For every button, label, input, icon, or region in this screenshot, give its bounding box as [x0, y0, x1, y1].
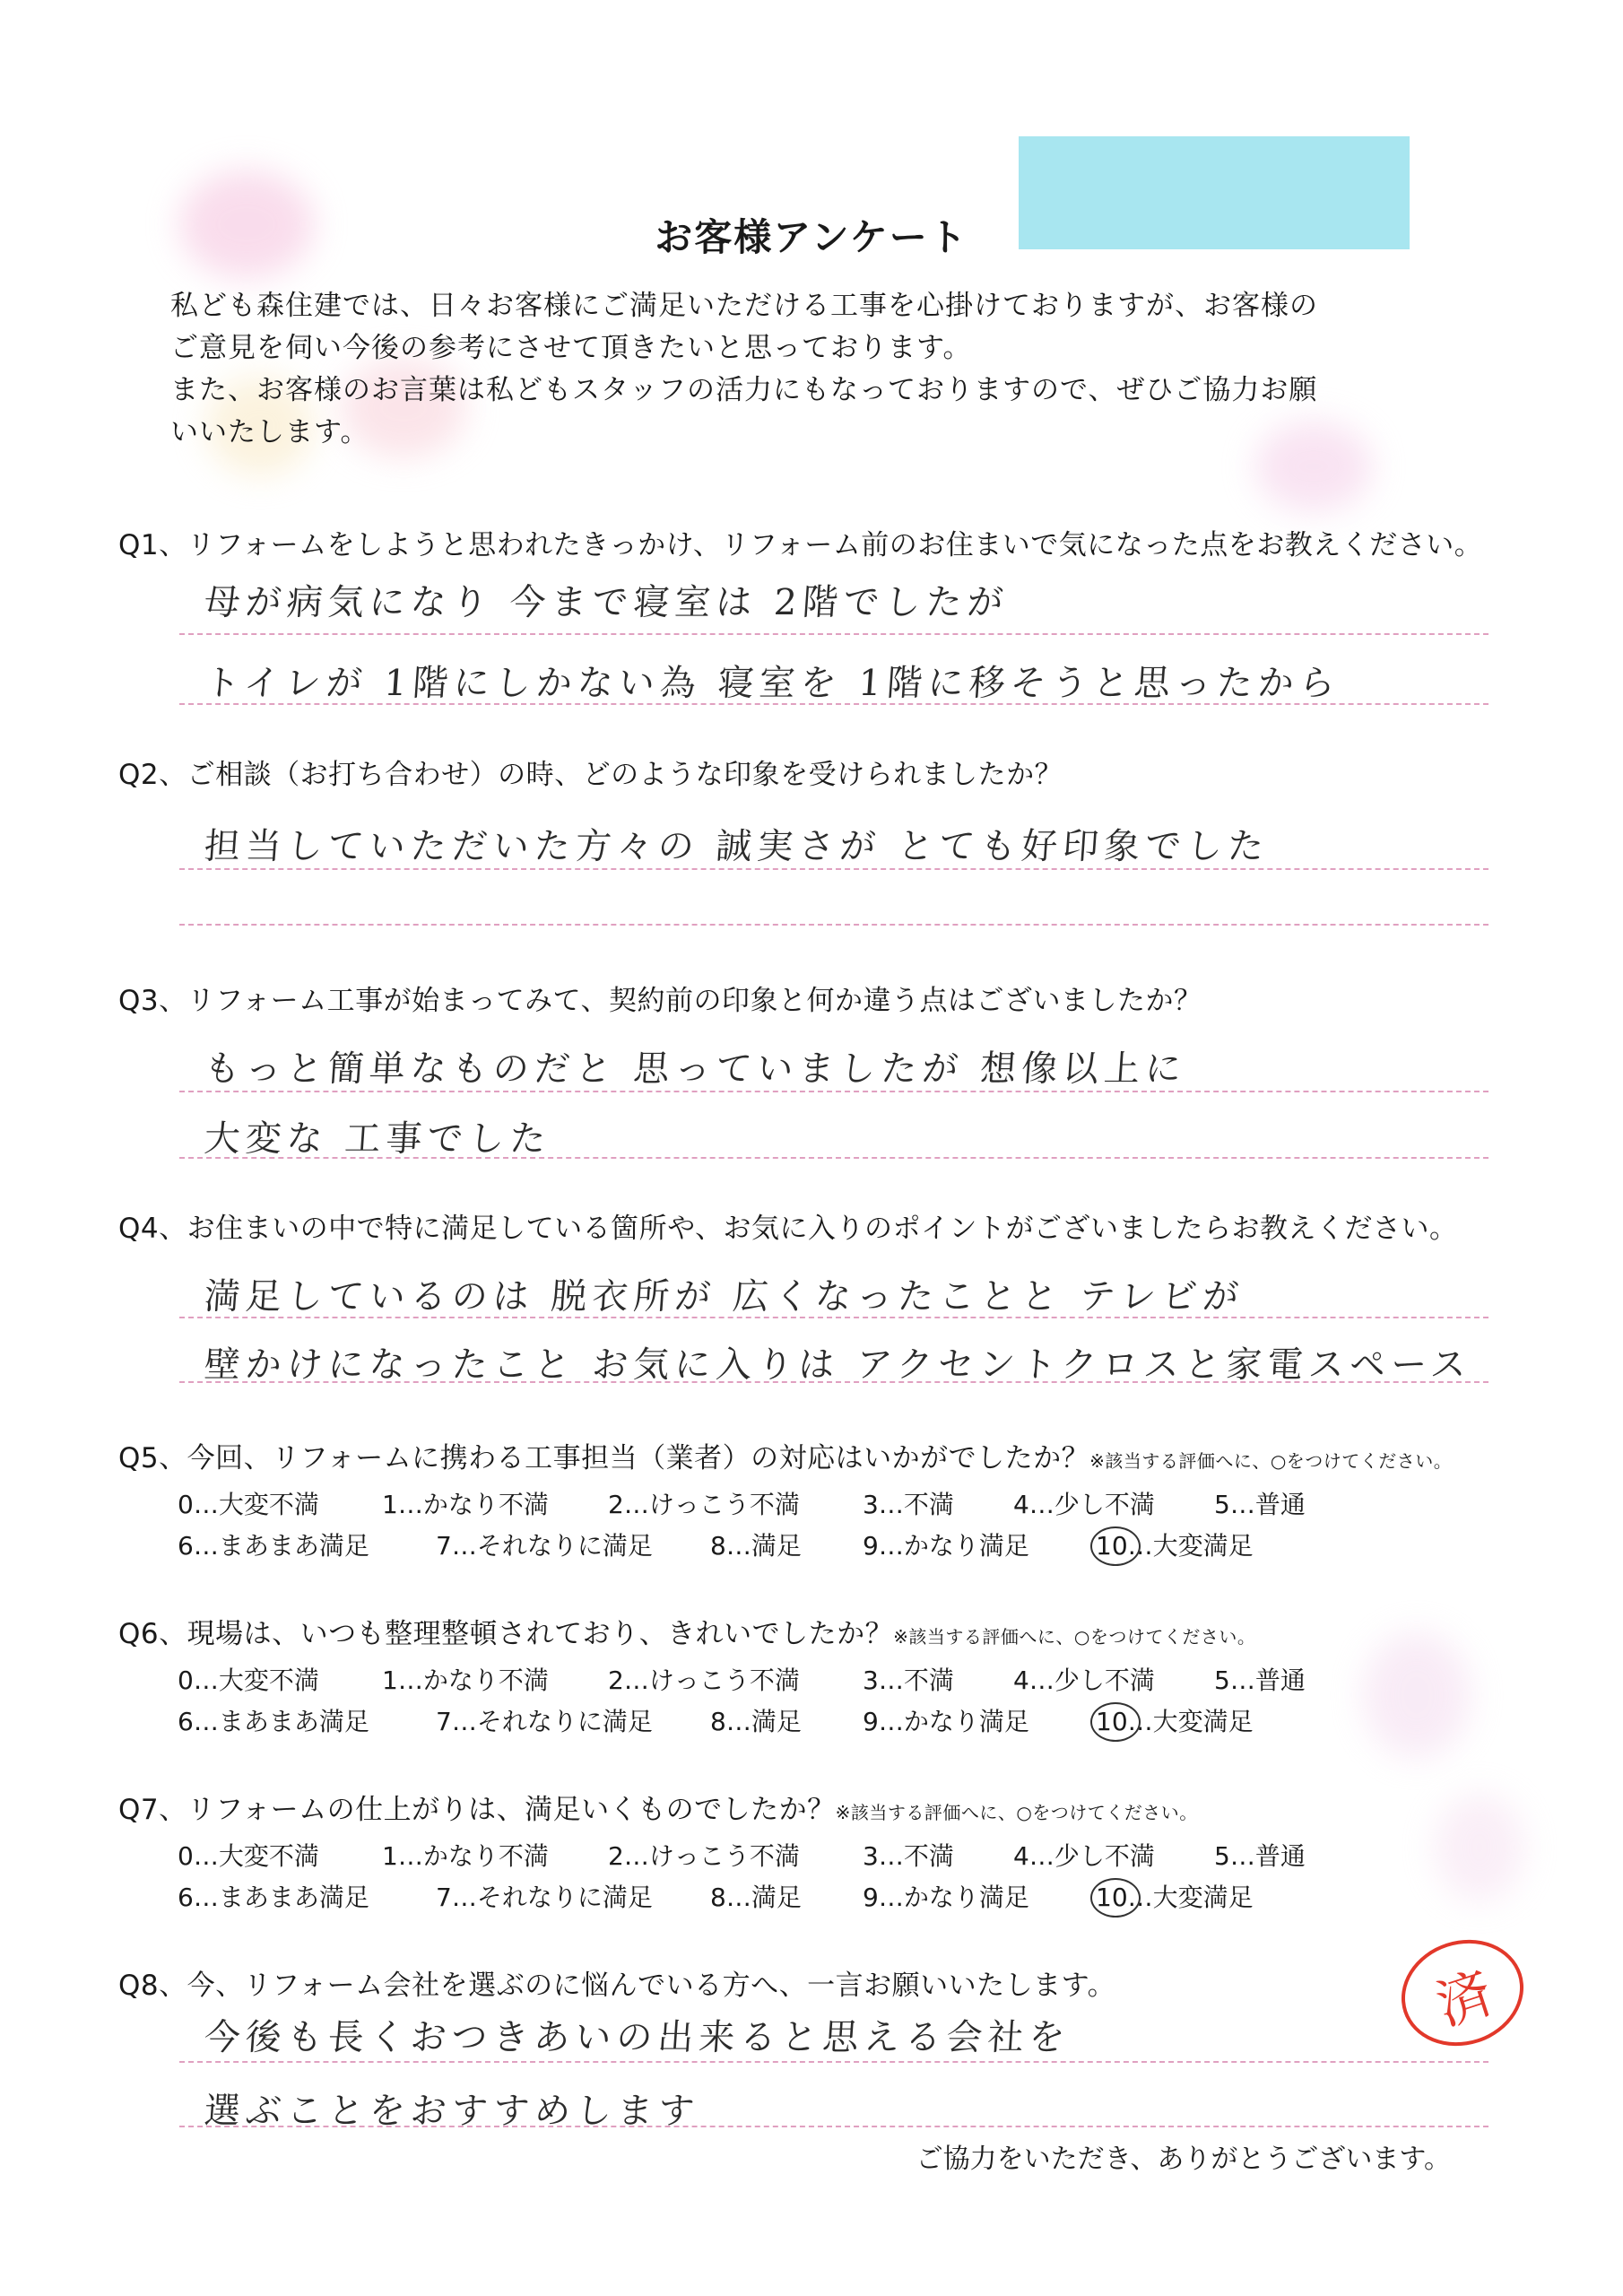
rating-option-7[interactable]: 7…それなりに満足	[436, 1707, 653, 1736]
rating-option-5[interactable]: 5…普通	[1214, 1490, 1306, 1519]
rating-option-4[interactable]: 4…少し不満	[1013, 1490, 1155, 1519]
q5-note: ※該当する評価へに、○をつけてください。	[1089, 1450, 1453, 1472]
q3-answer-line: 大変な 工事でした	[203, 1118, 553, 1160]
q3-question: Q3、リフォーム工事が始まってみて、契約前の印象と何か違う点はございましたか？	[118, 985, 1202, 1017]
rating-option-5[interactable]: 5…普通	[1214, 1665, 1306, 1695]
q8-answer-line: 今後も長くおつきあいの出来ると思える会社を	[203, 2017, 1072, 2058]
rating-option-3[interactable]: 3…不満	[863, 1490, 954, 1519]
rating-option-1[interactable]: 1…かなり不満	[382, 1841, 549, 1871]
rating-option-10[interactable]: 10…大変満足	[1096, 1883, 1254, 1912]
q5-question: Q5、今回、リフォームに携わる工事担当（業者）の対応はいかがでしたか？※該当する評価へに、○をつけてください。	[118, 1442, 1453, 1474]
q3-answer-line: もっと簡単なものだと 思っていましたが 想像以上に	[203, 1048, 1188, 1090]
q4-answer-line: 壁かけになったこと お気に入りは アクセントクロスと家電スペース	[203, 1344, 1473, 1386]
rating-option-1[interactable]: 1…かなり不満	[382, 1665, 549, 1695]
rating-option-6[interactable]: 6…まあまあ満足	[178, 1883, 369, 1912]
page-title: お客様アンケート	[655, 215, 968, 259]
answer-rule	[179, 1091, 1488, 1092]
rating-option-0[interactable]: 0…大変不満	[178, 1490, 319, 1519]
rating-option-2[interactable]: 2…けっこう不満	[608, 1665, 800, 1695]
rating-option-2[interactable]: 2…けっこう不満	[608, 1841, 800, 1871]
rating-option-5[interactable]: 5…普通	[1214, 1841, 1306, 1871]
rating-option-0[interactable]: 0…大変不満	[178, 1665, 319, 1695]
q6-question: Q6、現場は、いつも整理整頓されており、きれいでしたか？※該当する評価へに、○をつけてください。	[118, 1618, 1256, 1650]
pink-flower-decoration	[1363, 1632, 1471, 1758]
rating-option-10[interactable]: 10…大変満足	[1096, 1531, 1254, 1561]
rating-option-9[interactable]: 9…かなり満足	[863, 1883, 1029, 1912]
rating-option-2[interactable]: 2…けっこう不満	[608, 1490, 800, 1519]
q8-question: Q8、今、リフォーム会社を選ぶのに悩んでいる方へ、一言お願いいたします。	[118, 1970, 1116, 2002]
rating-option-8[interactable]: 8…満足	[710, 1707, 802, 1736]
rating-option-1[interactable]: 1…かなり不満	[382, 1490, 549, 1519]
q1-question: Q1、リフォームをしようと思われたきっかけ、リフォーム前のお住まいで気になった点をお教えください。	[118, 529, 1483, 561]
q7-note: ※該当する評価へに、○をつけてください。	[835, 1802, 1198, 1823]
intro-text: 私ども森住建では、日々お客様にご満足いただける工事を心掛けておりますが、お客様の ご意見を伺い今後の参考にさせて頂きたいと思っております。 また、お客様のお言葉は私どもスタッフの活力にもなっておりますので、ぜひご協力お願 いいたします。	[170, 290, 1318, 448]
rating-option-8[interactable]: 8…満足	[710, 1883, 802, 1912]
answer-rule	[179, 2126, 1488, 2127]
q4-answer-line: 満足しているのは 脱衣所が 広くなったことと テレビが	[203, 1276, 1245, 1318]
approval-stamp: 済	[1387, 1925, 1537, 2062]
q7-question: Q7、リフォームの仕上がりは、満足いくものでしたか？※該当する評価へに、○をつけてください。	[118, 1794, 1198, 1826]
rating-option-3[interactable]: 3…不満	[863, 1665, 954, 1695]
q4-question: Q4、お住まいの中で特に満足している箇所や、お気に入りのポイントがございましたらお教えください。	[118, 1213, 1458, 1245]
rating-option-8[interactable]: 8…満足	[710, 1531, 802, 1561]
answer-rule	[179, 1317, 1488, 1318]
q2-answer-line: 担当していただいた方々の 誠実さが とても好印象でした	[203, 826, 1271, 867]
rating-option-0[interactable]: 0…大変不満	[178, 1841, 319, 1871]
answer-rule	[179, 633, 1488, 635]
answer-rule	[179, 1157, 1488, 1159]
rating-option-4[interactable]: 4…少し不満	[1013, 1841, 1155, 1871]
rating-option-7[interactable]: 7…それなりに満足	[436, 1883, 653, 1912]
answer-rule	[179, 2061, 1488, 2063]
selected-circle-mark	[1090, 1702, 1141, 1742]
q1-answer-line: トイレが 1階にしかない為 寝室を 1階に移そうと思ったから	[203, 663, 1342, 704]
q6-note: ※該当する評価へに、○をつけてください。	[893, 1626, 1256, 1648]
selected-circle-mark	[1090, 1526, 1141, 1566]
rating-option-6[interactable]: 6…まあまあ満足	[178, 1707, 369, 1736]
q1-answer-line: 母が病気になり 今まで寝室は 2階でしたが	[203, 582, 1011, 623]
rating-option-3[interactable]: 3…不満	[863, 1841, 954, 1871]
rating-option-4[interactable]: 4…少し不満	[1013, 1665, 1155, 1695]
rating-option-6[interactable]: 6…まあまあ満足	[178, 1531, 369, 1561]
rating-option-9[interactable]: 9…かなり満足	[863, 1707, 1029, 1736]
thanks-message: ご協力をいただき、ありがとうございます。	[916, 2144, 1451, 2175]
rating-option-9[interactable]: 9…かなり満足	[863, 1531, 1029, 1561]
answer-rule	[179, 868, 1488, 870]
answer-rule	[179, 1381, 1488, 1383]
q8-answer-line: 選ぶことをおすすめします	[203, 2091, 701, 2132]
q2-question: Q2、ご相談（お打ち合わせ）の時、どのような印象を受けられましたか？	[118, 759, 1063, 791]
rating-option-7[interactable]: 7…それなりに満足	[436, 1531, 653, 1561]
answer-rule	[179, 924, 1488, 926]
selected-circle-mark	[1090, 1878, 1141, 1918]
rating-option-10[interactable]: 10…大変満足	[1096, 1707, 1254, 1736]
pink-flower-decoration	[1435, 1794, 1524, 1901]
answer-rule	[179, 703, 1488, 705]
